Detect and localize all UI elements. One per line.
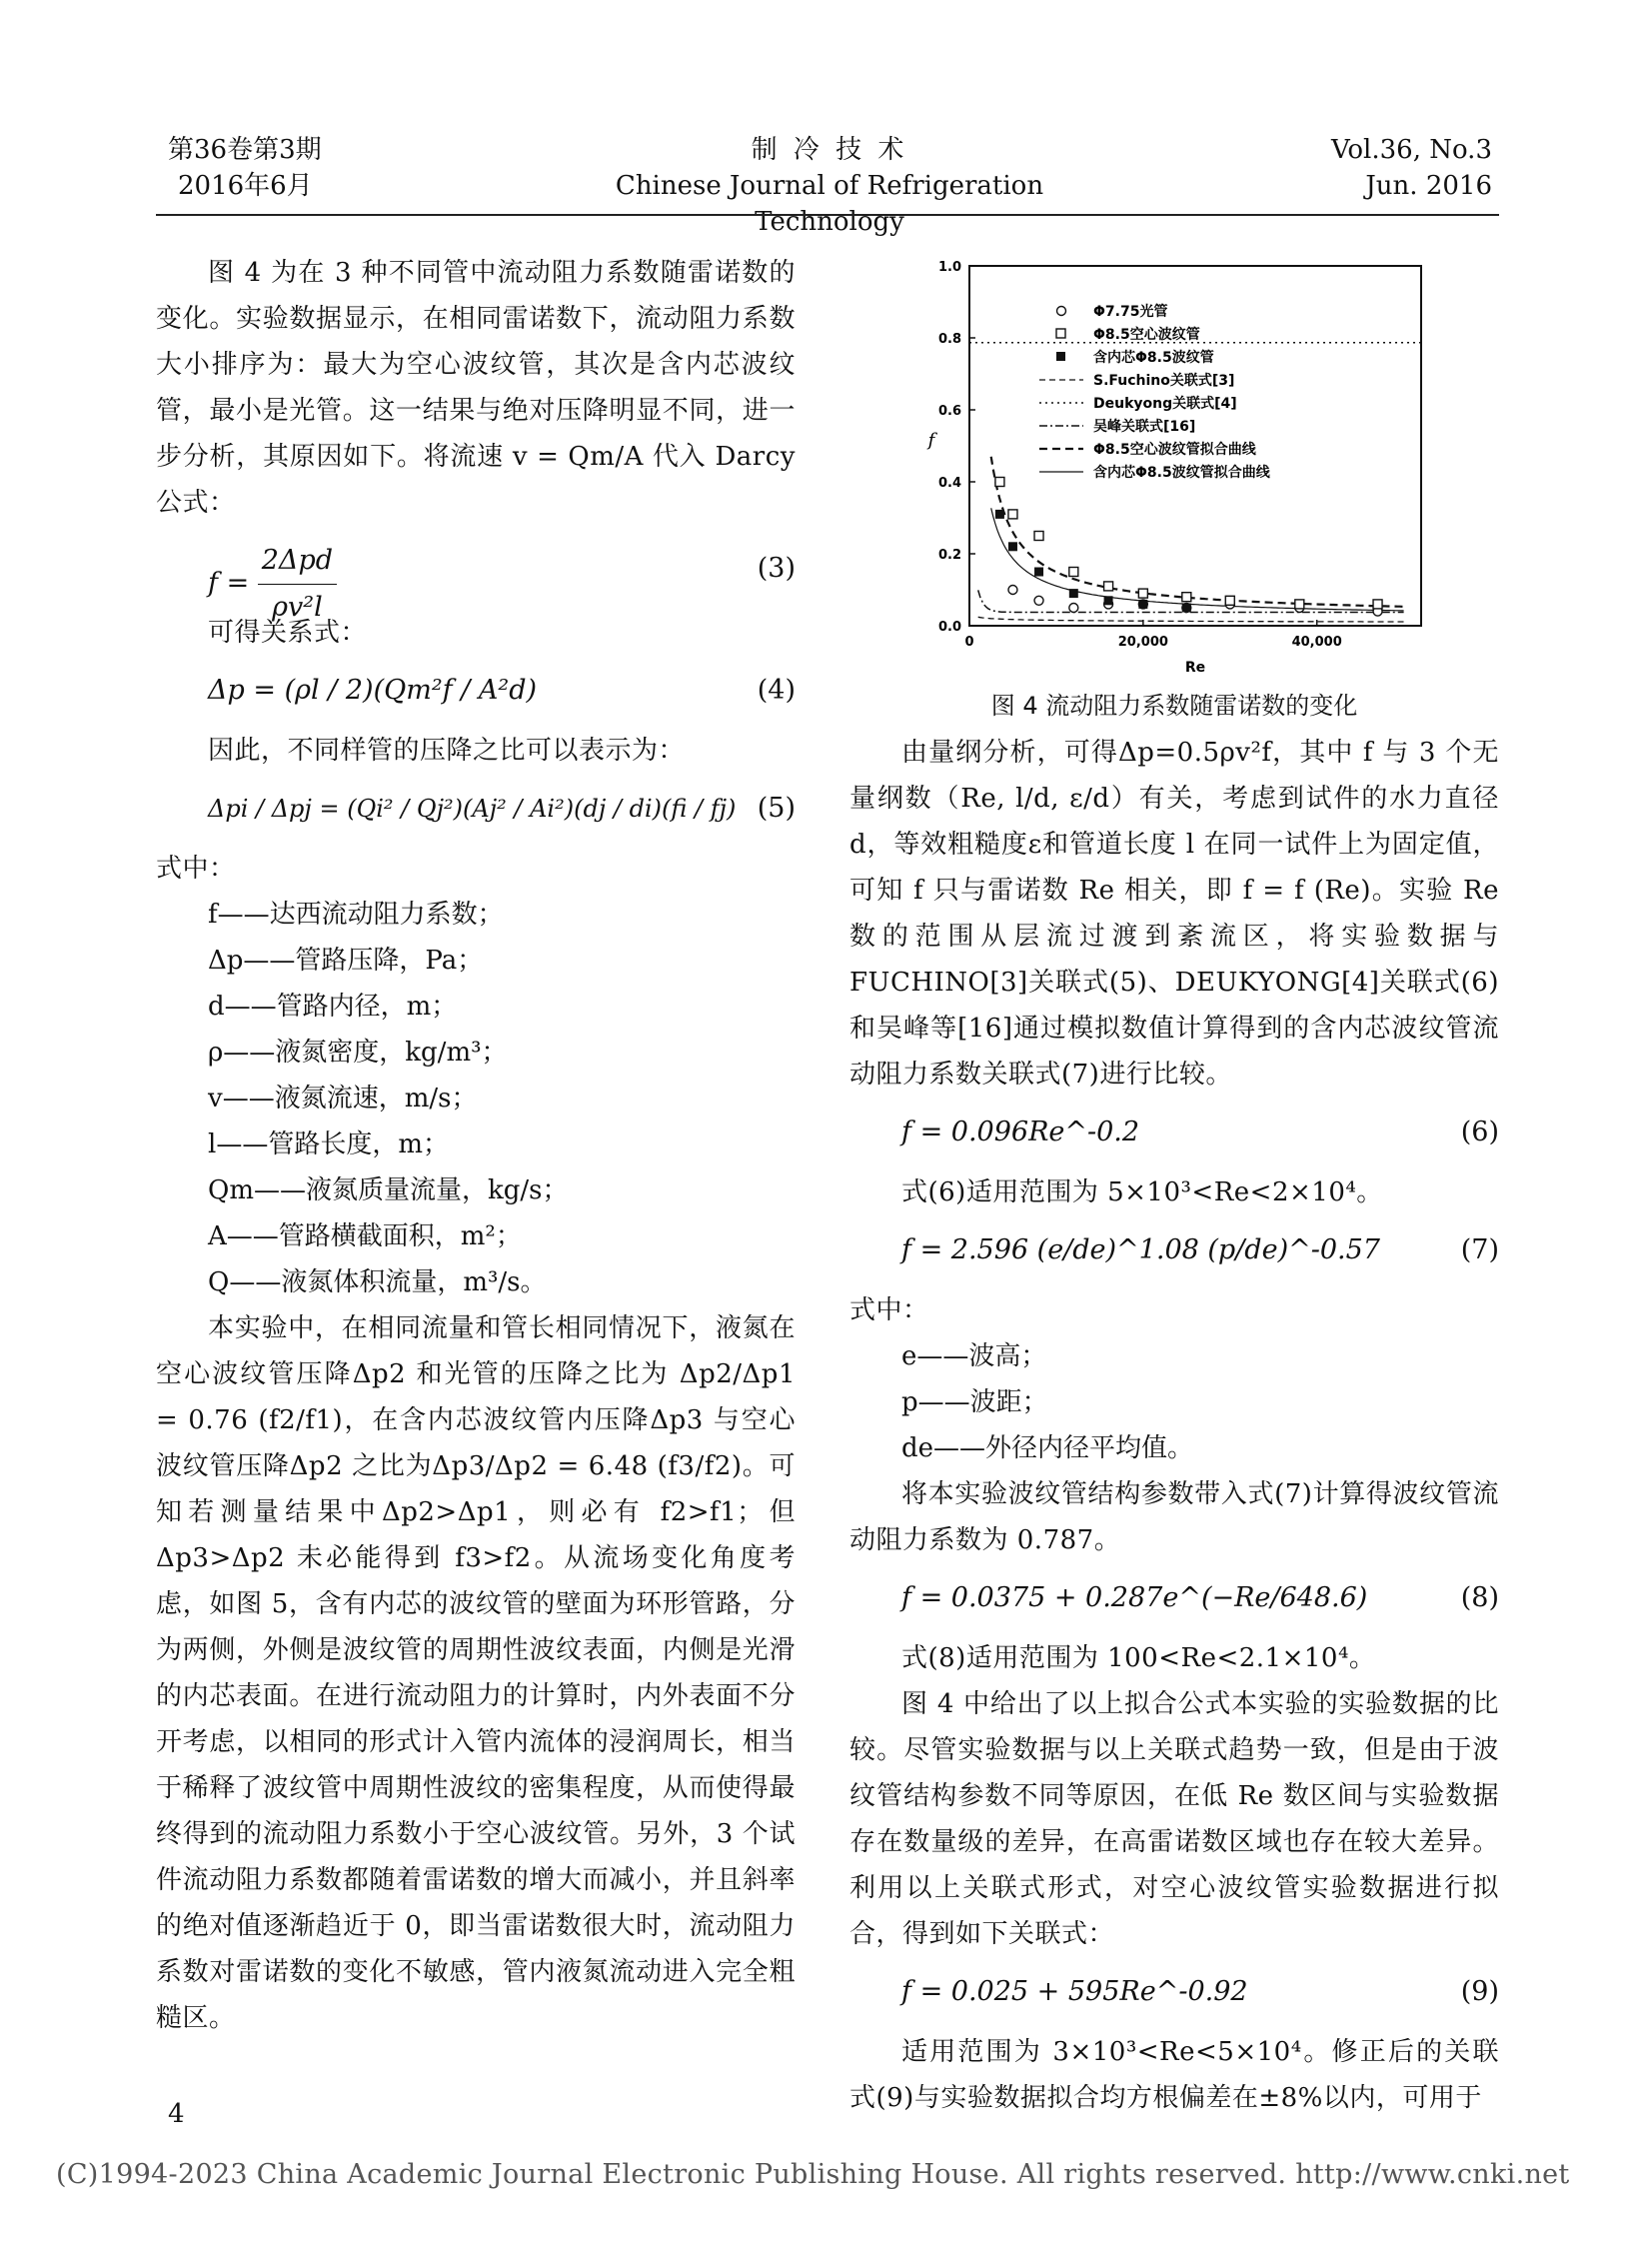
y-tick-label: 0.2 xyxy=(937,548,961,563)
equation-number: (4) xyxy=(757,675,796,706)
variable-def: f——达西流动阻力系数； xyxy=(208,900,504,930)
variable-def: d——管路内径，m； xyxy=(208,992,458,1022)
journal-title-en: Chinese Journal of Refrigeration Technology xyxy=(615,171,1044,237)
point-smooth-tube xyxy=(1069,604,1078,613)
point-hollow-corrugated xyxy=(1138,589,1147,598)
header-rule xyxy=(156,214,1499,216)
date-line: 2016年6月 xyxy=(178,171,313,201)
equation-number: (3) xyxy=(757,553,796,584)
figure-caption: 图 4 流动阻力系数随雷诺数的变化 xyxy=(990,692,1358,720)
y-tick-label: 1.0 xyxy=(937,260,961,275)
equation-7 xyxy=(849,1221,1499,1281)
variable-def: Qm——液氮质量流量，kg/s； xyxy=(208,1175,569,1205)
equation-number: (6) xyxy=(1460,1117,1499,1147)
eq3-numerator: 2Δpd xyxy=(258,538,337,585)
variable-def: Q——液氮体积流量，m³/s。 xyxy=(208,1267,547,1297)
paragraph: 本实验中，在相同流量和管长相同情况下，液氮在空心波纹管压降Δp2 和光管的压降之比为 Δp2/Δp1 = 0.76 (f2/f1)，在含内芯波纹管内压降Δp3 与空心波纹管压降Δp2 之比为Δp3/Δp2 = 6.48 (f3/f2)。可知若测量结果中Δp2>Δp1，则必有 f2>f1；但Δp3>Δp2 未必能得到 f3>f2。从流场变化角度考虑，如图 5，含有内芯的波纹管的壁面为环形管路，分为两侧，外侧是波纹管的周期性波纹表面，内侧是光滑的内芯表面。在进行流动阻力的计算时，内外表面不分开考虑，以相同的形式计入管内流体的浸润周长，相当于稀释了波纹管中周期性波纹的密集程度，从而使得最终得到的流动阻力系数小于空心波纹管。另外，3 个试件流动阻力系数都随着雷诺数的增大而减小，并且斜率的绝对值逐渐趋近于 0，即当雷诺数很大时，流动阻力系数对雷诺数的变化不敏感，管内液氮流动进入完全粗糙区。 xyxy=(156,1313,796,2033)
copyright-footer: (C)1994-2023 China Academic Journal Electronic Publishing House. All rights reserved. http://www.cnki.net xyxy=(56,2159,1570,2190)
paragraph: 式(8)适用范围为 100<Re<2.1×10⁴。 xyxy=(901,1643,1376,1673)
paragraph: 适用范围为 3×10³<Re<5×10⁴。修正后的关联式(9)与实验数据拟合均方根偏差在±8%以内，可用于 xyxy=(849,2037,1499,2113)
point-core-corrugated xyxy=(1104,596,1113,605)
equation-4 xyxy=(156,662,796,722)
y-tick-label: 0.0 xyxy=(937,620,961,635)
point-hollow-corrugated xyxy=(1008,510,1017,519)
legend-label: Deukyong关联式[4] xyxy=(1093,396,1237,412)
point-hollow-corrugated xyxy=(995,478,1004,487)
volume-line: Vol.36, No.3 xyxy=(1331,135,1492,165)
point-hollow-corrugated xyxy=(1034,532,1043,541)
equation-body: Δp = (ρl / 2)(Qm²f / A²d) xyxy=(208,675,538,706)
equation-number: (9) xyxy=(1460,1976,1499,2007)
variable-def: ρ——液氮密度，kg/m³； xyxy=(208,1038,508,1068)
paragraph: 可得关系式： xyxy=(208,618,368,648)
right-column xyxy=(849,730,1499,2121)
x-tick-label: 20,000 xyxy=(1117,635,1168,650)
variable-list xyxy=(849,1333,1499,1471)
variable-def: de——外径内径平均值。 xyxy=(901,1433,1194,1463)
point-smooth-tube xyxy=(1034,596,1043,605)
point-hollow-corrugated xyxy=(1069,568,1078,577)
equation-body: f = 0.025 + 595Re^-0.92 xyxy=(901,1976,1248,2007)
variable-def: v——液氮流速，m/s； xyxy=(208,1084,478,1114)
y-axis-label: f xyxy=(927,430,935,451)
variable-def: p——波距； xyxy=(901,1387,1048,1417)
journal-title xyxy=(560,132,1099,240)
point-smooth-tube xyxy=(1008,586,1017,595)
equation-5 xyxy=(156,780,796,840)
point-hollow-corrugated xyxy=(1104,582,1113,591)
left-column xyxy=(156,250,796,2041)
equation-8 xyxy=(849,1569,1499,1629)
point-core-corrugated xyxy=(1138,600,1147,609)
legend-marker xyxy=(1057,307,1066,316)
equation-3 xyxy=(156,532,796,623)
legend-label: 吴峰关联式[16] xyxy=(1093,419,1196,435)
paragraph: 式中： xyxy=(156,854,236,884)
equation-9 xyxy=(849,1963,1499,2023)
legend-label: Φ7.75光管 xyxy=(1093,304,1168,320)
point-hollow-corrugated xyxy=(1295,600,1304,609)
legend-label: Φ8.5空心波纹管拟合曲线 xyxy=(1093,442,1256,458)
legend-marker xyxy=(1056,329,1065,338)
eq3-denominator: ρv²l xyxy=(272,592,323,623)
issue-line: 第36卷第3期 xyxy=(168,135,322,165)
fuchino-curve xyxy=(978,617,1404,622)
y-tick-label: 0.4 xyxy=(937,476,961,491)
paragraph: 式中： xyxy=(849,1295,929,1325)
point-hollow-corrugated xyxy=(1225,596,1234,605)
paragraph: 由量纲分析，可得Δp=0.5ρv²f，其中 f 与 3 个无量纲数（Re, l/d, ε/d）有关，考虑到试件的水力直径 d，等效粗糙度ε和管道长度 l 在同一试件上为固定值，可知 f 只与雷诺数 Re 相关，即 f = f (Re)。实验 Re 数的范围从层流过渡到紊流区，将实验数据与 FUCHINO[3]关联式(5)、DEUKYONG[4]关联式(6)和吴峰等[16]通过模拟数值计算得到的含内芯波纹管流动阻力系数关联式(7)进行比较。 xyxy=(849,738,1499,1090)
legend-label: 含内芯Φ8.5波纹管拟合曲线 xyxy=(1093,465,1270,481)
paragraph: 图 4 为在 3 种不同管中流动阻力系数随雷诺数的变化。实验数据显示，在相同雷诺数下，流动阻力系数大小排序为：最大为空心波纹管，其次是含内芯波纹管，最小是光管。这一结果与绝对压降明显不同，进一步分析，其原因如下。将流速 v = Qm/A 代入 Darcy 公式： xyxy=(156,258,796,518)
equation-number: (8) xyxy=(1460,1582,1499,1613)
point-core-corrugated xyxy=(1182,604,1191,613)
paragraph: 式(6)适用范围为 5×10³<Re<2×10⁴。 xyxy=(901,1177,1383,1207)
paragraph: 图 4 中给出了以上拟合公式本实验的实验数据的比较。尽管实验数据与以上关联式趋势一致，但是由于波纹管结构参数不同等原因，在低 Re 数区间与实验数据存在数量级的差异，在高雷诺数区域也存在较大差异。利用以上关联式形式，对空心波纹管实验数据进行拟合，得到如下关联式： xyxy=(849,1689,1499,1949)
journal-issue xyxy=(168,132,322,204)
x-tick-label: 40,000 xyxy=(1291,635,1342,650)
equation-body: Δpi / Δpj = (Qi² / Qj²)(Aj² / Ai²)(dj / di)(fi / fj) xyxy=(208,795,737,823)
journal-volume xyxy=(1331,132,1492,204)
plot-area xyxy=(926,260,1421,676)
variable-def: A——管路横截面积，m²； xyxy=(208,1221,522,1251)
x-tick-label: 0 xyxy=(964,635,974,650)
figure-4-chart xyxy=(919,258,1439,678)
equation-body: f = 0.096Re^-0.2 xyxy=(901,1117,1140,1147)
x-axis-label: Re xyxy=(1184,660,1206,676)
month-line: Jun. 2016 xyxy=(1365,171,1492,201)
equation-number: (5) xyxy=(757,793,796,824)
variable-list xyxy=(156,892,796,1305)
point-hollow-corrugated xyxy=(1373,600,1382,609)
paragraph: 因此，不同样管的压降之比可以表示为： xyxy=(208,736,686,766)
point-hollow-corrugated xyxy=(1182,593,1191,602)
legend-marker xyxy=(1056,352,1065,361)
variable-def: l——管路长度，m； xyxy=(208,1129,449,1159)
y-tick-label: 0.8 xyxy=(937,332,961,347)
journal-title-cn: 制 冷 技 术 xyxy=(751,135,908,165)
variable-def: Δp——管路压降，Pa； xyxy=(208,946,484,976)
point-core-corrugated xyxy=(995,510,1004,519)
equation-body: f = 0.0375 + 0.287e^(−Re/648.6) xyxy=(901,1582,1368,1613)
legend-label: Φ8.5空心波纹管 xyxy=(1093,327,1200,343)
equation-number: (7) xyxy=(1460,1234,1499,1265)
y-tick-label: 0.6 xyxy=(937,404,961,419)
paragraph: 将本实验波纹管结构参数带入式(7)计算得波纹管流动阻力系数为 0.787。 xyxy=(849,1479,1499,1555)
eq3-lhs: f = xyxy=(208,568,250,599)
point-core-corrugated xyxy=(1034,568,1043,577)
equation-6 xyxy=(849,1104,1499,1163)
legend-label: 含内芯Φ8.5波纹管 xyxy=(1093,350,1214,366)
legend-label: S.Fuchino关联式[3] xyxy=(1093,373,1235,389)
point-core-corrugated xyxy=(1008,542,1017,551)
page-number: 4 xyxy=(168,2099,185,2129)
equation-body: f = 2.596 (e/de)^1.08 (p/de)^-0.57 xyxy=(901,1234,1380,1265)
core-fit-curve xyxy=(991,508,1404,611)
point-core-corrugated xyxy=(1069,589,1078,598)
variable-def: e——波高； xyxy=(901,1341,1047,1371)
